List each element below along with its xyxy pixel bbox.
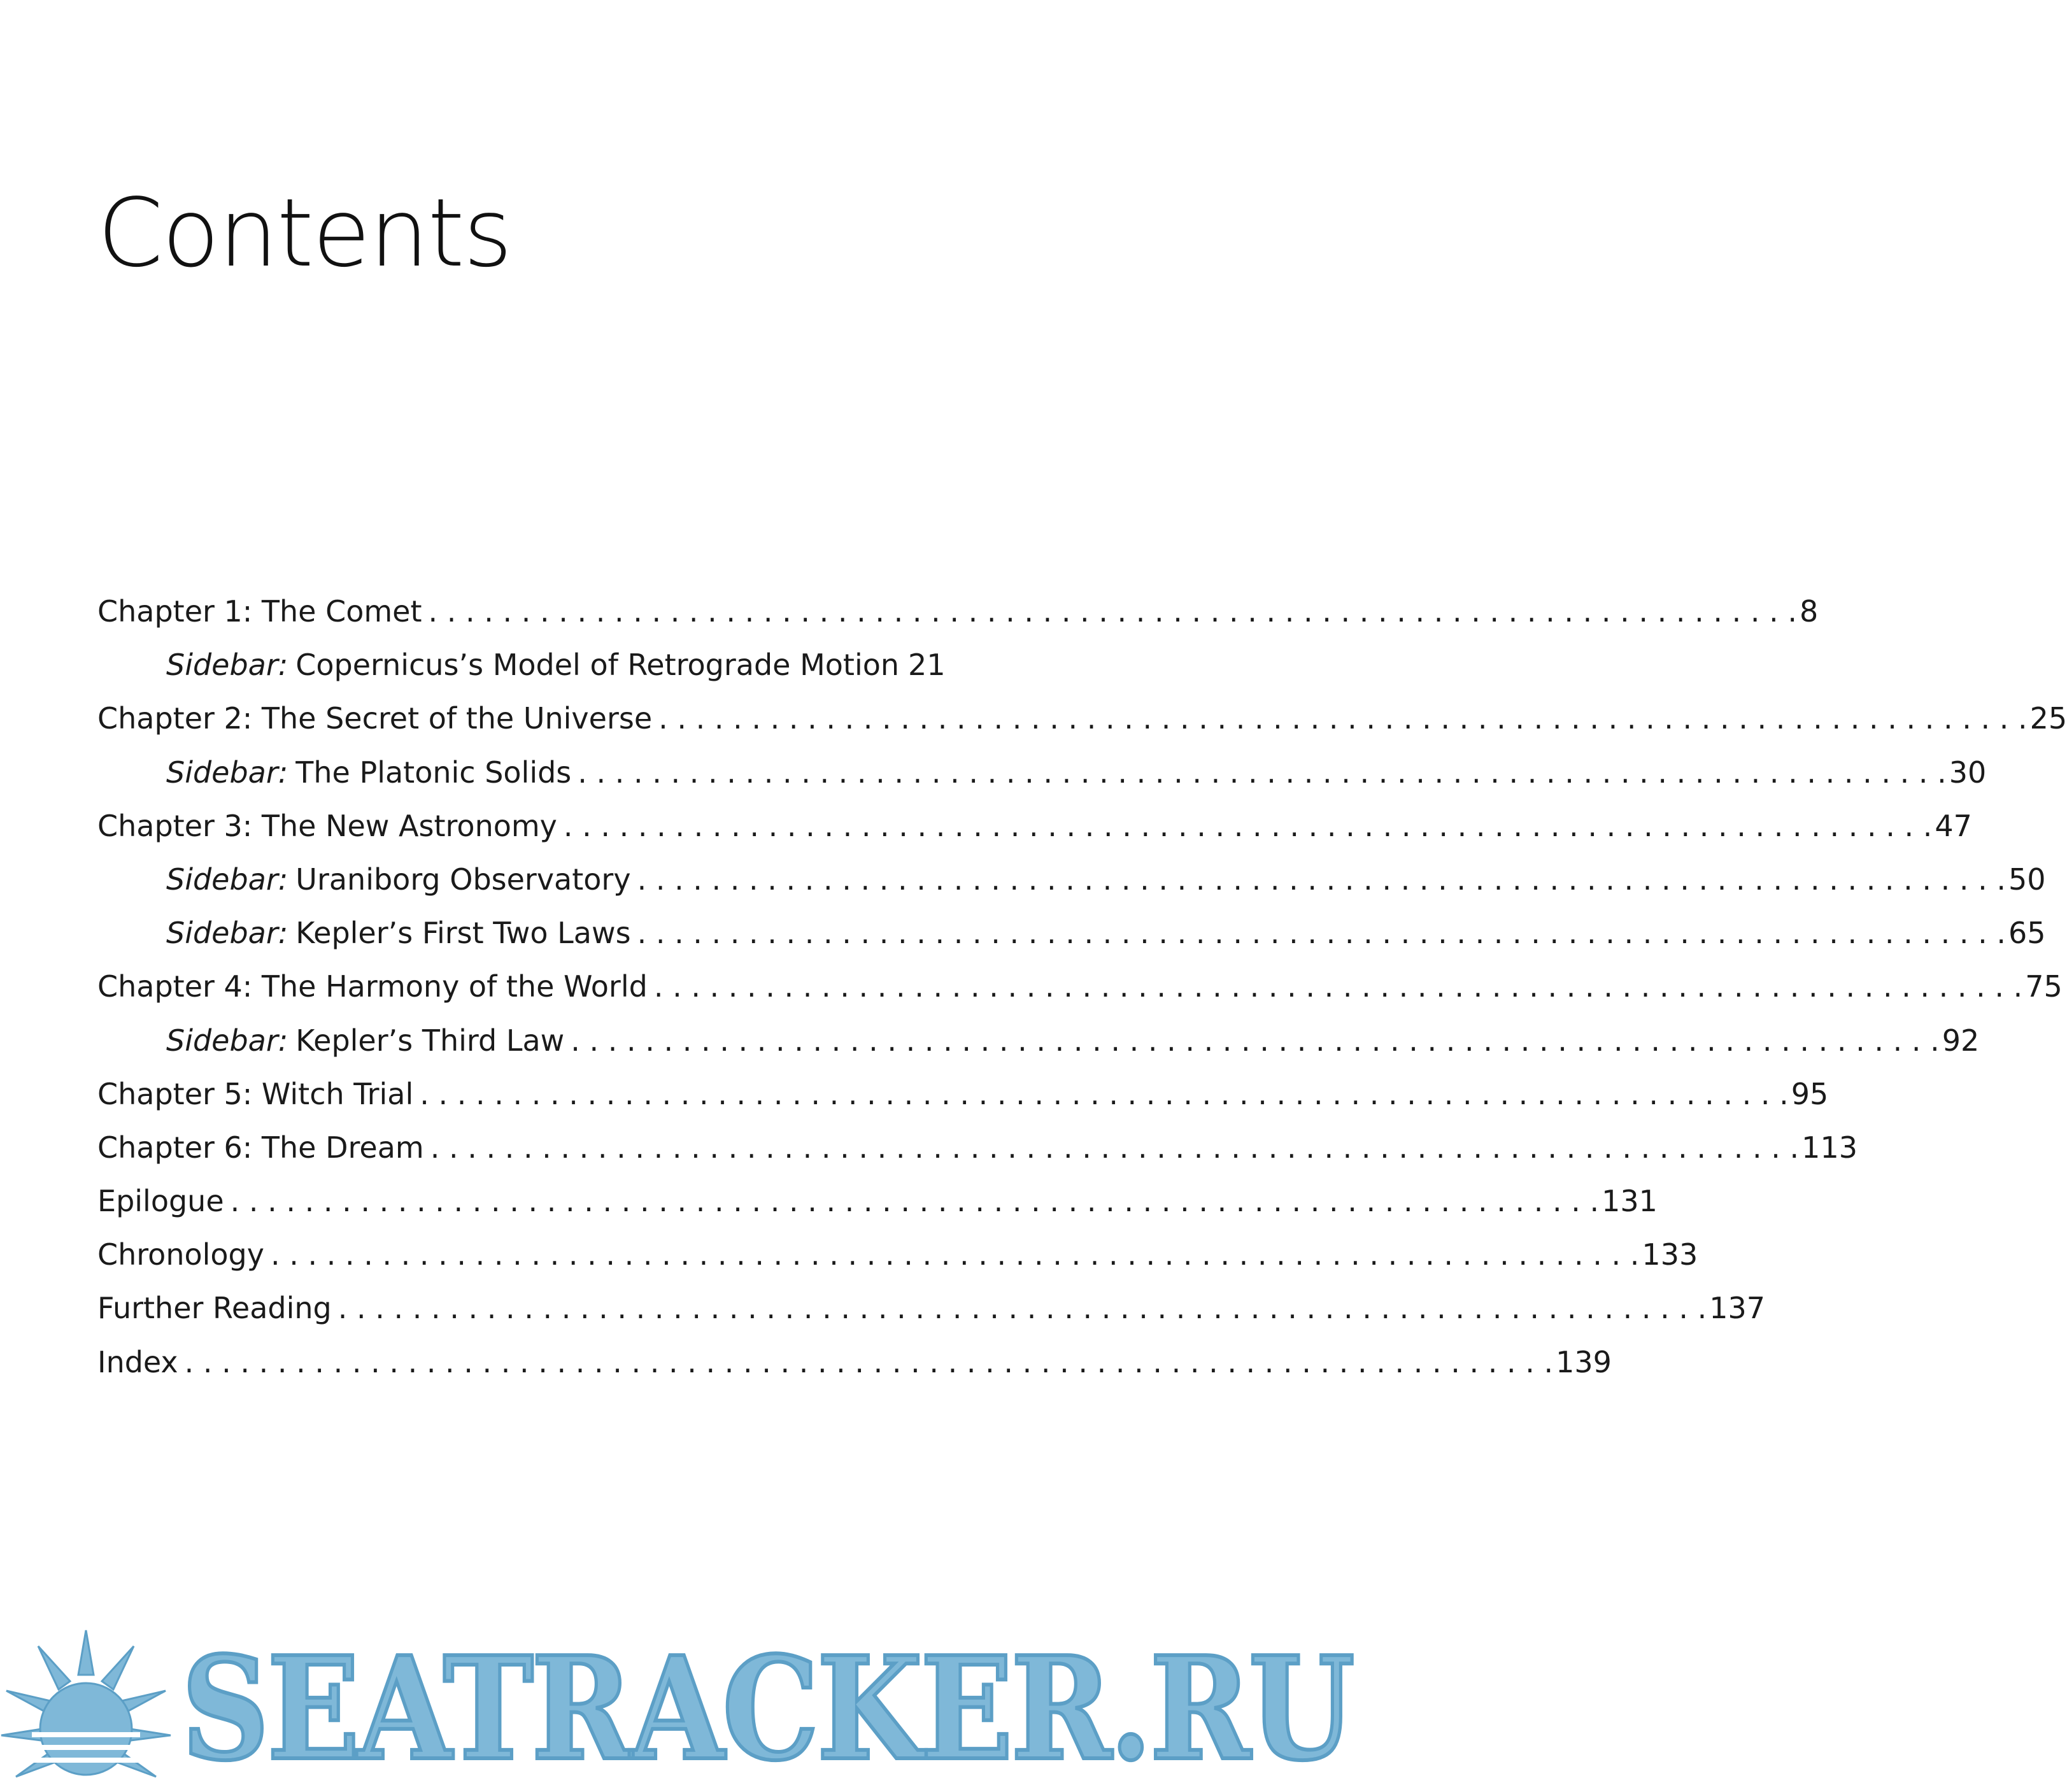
toc-entry-label bbox=[166, 1014, 571, 1067]
toc-entry-title: Chapter 5: Witch Trial bbox=[97, 1076, 414, 1111]
toc-entry-title: Epilogue bbox=[97, 1184, 224, 1219]
toc-entry-title: Uraniborg Observatory bbox=[295, 862, 631, 897]
toc-entry-label bbox=[97, 799, 564, 853]
dot-leader bbox=[338, 1281, 1707, 1335]
toc-entry bbox=[97, 1067, 1829, 1121]
dot-leader bbox=[571, 1014, 1939, 1067]
dot-leader bbox=[637, 853, 2006, 906]
toc-entry-title: Chapter 2: The Secret of the Universe bbox=[97, 701, 653, 736]
toc-page-number: 25 bbox=[2029, 701, 2067, 736]
toc-entry-title: Chapter 1: The Comet bbox=[97, 594, 422, 629]
sidebar-prefix: Sidebar: bbox=[166, 648, 288, 683]
toc-page-number: 133 bbox=[1642, 1237, 1698, 1272]
toc-page-number: 139 bbox=[1556, 1344, 1612, 1379]
toc-entry-title: Copernicus’s Model of Retrograde Motion bbox=[295, 648, 900, 683]
toc-entry-label bbox=[166, 853, 637, 906]
toc-entry-label bbox=[97, 1228, 271, 1281]
toc-sidebar-entry bbox=[97, 906, 2046, 960]
watermark bbox=[0, 1626, 1353, 1792]
dot-leader bbox=[578, 746, 1946, 799]
toc-entry bbox=[97, 1174, 1658, 1228]
sun-icon bbox=[0, 1627, 172, 1792]
toc-page-number: 50 bbox=[2008, 862, 2046, 897]
toc-page-number: 21 bbox=[908, 648, 946, 683]
toc-entry bbox=[97, 1121, 1857, 1174]
toc-entry-label bbox=[97, 960, 654, 1013]
toc-page-number: 75 bbox=[2025, 969, 2063, 1004]
toc-entry-label bbox=[166, 906, 637, 960]
sidebar-prefix: Sidebar: bbox=[166, 916, 288, 951]
toc-entry bbox=[97, 1228, 1698, 1281]
toc-entry bbox=[97, 1335, 1612, 1389]
toc-entry-label bbox=[97, 1174, 231, 1228]
toc-entry bbox=[97, 1281, 1766, 1335]
toc-entry-label bbox=[97, 1121, 430, 1174]
toc-page-number: 131 bbox=[1602, 1184, 1658, 1219]
page-title: Contents bbox=[97, 178, 511, 288]
sidebar-prefix: Sidebar: bbox=[166, 755, 288, 790]
dot-leader bbox=[231, 1174, 1599, 1228]
toc-entry-title: Chronology bbox=[97, 1237, 264, 1272]
toc-entry-label bbox=[97, 692, 658, 745]
toc-page-number: 8 bbox=[1799, 594, 1819, 629]
dot-leader bbox=[637, 906, 2006, 960]
toc-page-number: 137 bbox=[1709, 1291, 1766, 1326]
toc-entry bbox=[97, 960, 2063, 1013]
toc-entry bbox=[97, 692, 2067, 745]
toc-entry-label bbox=[97, 1335, 185, 1389]
toc-sidebar-entry bbox=[97, 1014, 1980, 1067]
toc-entry bbox=[97, 585, 1819, 638]
toc-entry-title: Chapter 4: The Harmony of the World bbox=[97, 969, 648, 1004]
toc-page-number: 47 bbox=[1935, 808, 1972, 843]
toc-entry-title: Further Reading bbox=[97, 1291, 332, 1326]
toc-entry-title: Chapter 6: The Dream bbox=[97, 1130, 424, 1165]
dot-leader bbox=[658, 692, 2027, 745]
toc-page-number: 113 bbox=[1801, 1130, 1857, 1165]
dot-leader bbox=[430, 1121, 1799, 1174]
toc-entry-title: The Platonic Solids bbox=[295, 755, 572, 790]
dot-leader bbox=[271, 1228, 1639, 1281]
dot-leader bbox=[185, 1335, 1553, 1389]
sidebar-prefix: Sidebar: bbox=[166, 862, 288, 897]
toc-sidebar-entry bbox=[97, 746, 1987, 799]
toc-page-number: 92 bbox=[1942, 1023, 1980, 1058]
dot-leader bbox=[564, 799, 1932, 853]
toc-entry-title: Kepler’s Third Law bbox=[295, 1023, 565, 1058]
dot-leader bbox=[420, 1067, 1788, 1121]
toc-entry-title: Chapter 3: The New Astronomy bbox=[97, 808, 557, 843]
toc-entry-title: Kepler’s First Two Laws bbox=[295, 916, 631, 951]
toc-page-number: 65 bbox=[2008, 916, 2046, 951]
toc-entry-label bbox=[166, 746, 578, 799]
toc-sidebar-entry bbox=[97, 853, 2046, 906]
toc-entry-label bbox=[166, 638, 906, 692]
toc-entry-label bbox=[97, 585, 429, 638]
toc-entry-title: Index bbox=[97, 1344, 178, 1379]
table-of-contents bbox=[97, 585, 2067, 1389]
dot-leader bbox=[654, 960, 2022, 1013]
toc-sidebar-entry bbox=[97, 638, 946, 692]
sidebar-prefix: Sidebar: bbox=[166, 1023, 288, 1058]
watermark-text: SEATRACKER.RU bbox=[181, 1626, 1353, 1792]
toc-page-number: 95 bbox=[1791, 1076, 1829, 1111]
toc-entry-label bbox=[97, 1067, 420, 1121]
dot-leader bbox=[429, 585, 1797, 638]
toc-entry-label bbox=[97, 1281, 338, 1335]
toc-page-number: 30 bbox=[1949, 755, 1987, 790]
toc-entry bbox=[97, 799, 1972, 853]
